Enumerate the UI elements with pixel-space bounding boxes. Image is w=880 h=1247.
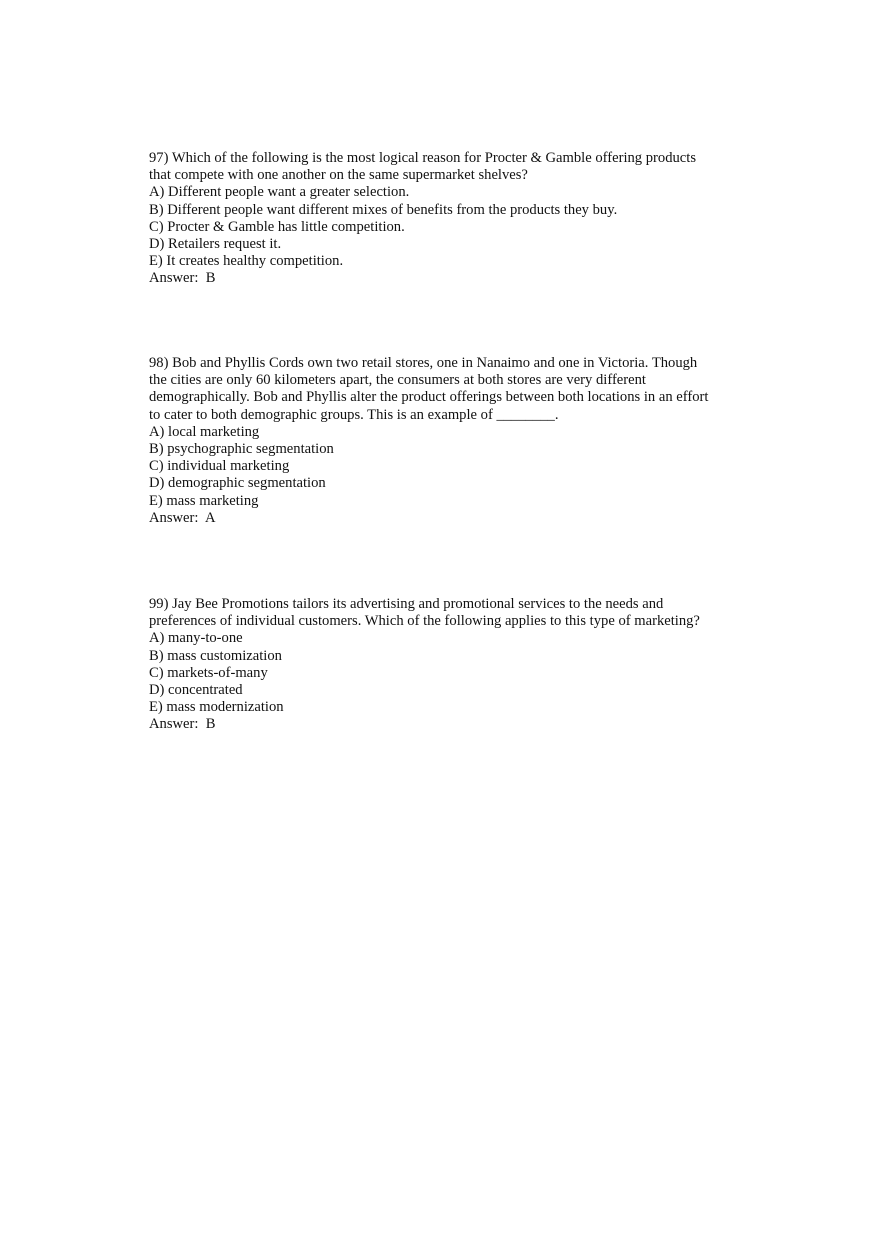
option-a: A) local marketing bbox=[149, 423, 260, 440]
option-d: D) Retailers request it. bbox=[149, 236, 282, 253]
answer: Answer: B bbox=[149, 716, 216, 733]
question-97 bbox=[149, 150, 696, 288]
question-99 bbox=[149, 596, 700, 734]
option-e: E) mass modernization bbox=[149, 699, 284, 716]
option-d: D) concentrated bbox=[149, 682, 243, 699]
option-a: A) Different people want a greater selection. bbox=[149, 184, 410, 201]
option-b: B) mass customization bbox=[149, 647, 282, 664]
question-stem: demographically. Bob and Phyllis alter the product offerings between both locations in an effort bbox=[149, 389, 709, 406]
option-b: B) psychographic segmentation bbox=[149, 441, 334, 458]
answer: Answer: B bbox=[149, 270, 216, 287]
question-stem: 99) Jay Bee Promotions tailors its advertising and promotional services to the needs and bbox=[149, 596, 664, 612]
answer: Answer: A bbox=[149, 509, 216, 526]
option-c: C) Procter & Gamble has little competition. bbox=[149, 218, 405, 235]
question-stem: to cater to both demographic groups. This is an example of ________. bbox=[149, 406, 559, 423]
question-stem: 98) Bob and Phyllis Cords own two retail stores, one in Nanaimo and one in Victoria. Though bbox=[149, 355, 698, 371]
option-e: E) mass marketing bbox=[149, 492, 259, 509]
question-stem: preferences of individual customers. Which of the following applies to this type of marketing? bbox=[149, 613, 700, 630]
question-stem: 97) Which of the following is the most logical reason for Procter & Gamble offering products bbox=[149, 150, 697, 166]
question-stem: that compete with one another on the same supermarket shelves? bbox=[149, 167, 528, 184]
option-e: E) It creates healthy competition. bbox=[149, 253, 344, 270]
option-a: A) many-to-one bbox=[149, 630, 243, 647]
option-c: C) markets-of-many bbox=[149, 664, 268, 681]
question-stem: the cities are only 60 kilometers apart, the consumers at both stores are very different bbox=[149, 372, 646, 389]
option-d: D) demographic segmentation bbox=[149, 475, 326, 492]
option-c: C) individual marketing bbox=[149, 458, 290, 475]
question-98 bbox=[149, 355, 708, 527]
option-b: B) Different people want different mixes of benefits from the products they buy. bbox=[149, 201, 618, 218]
